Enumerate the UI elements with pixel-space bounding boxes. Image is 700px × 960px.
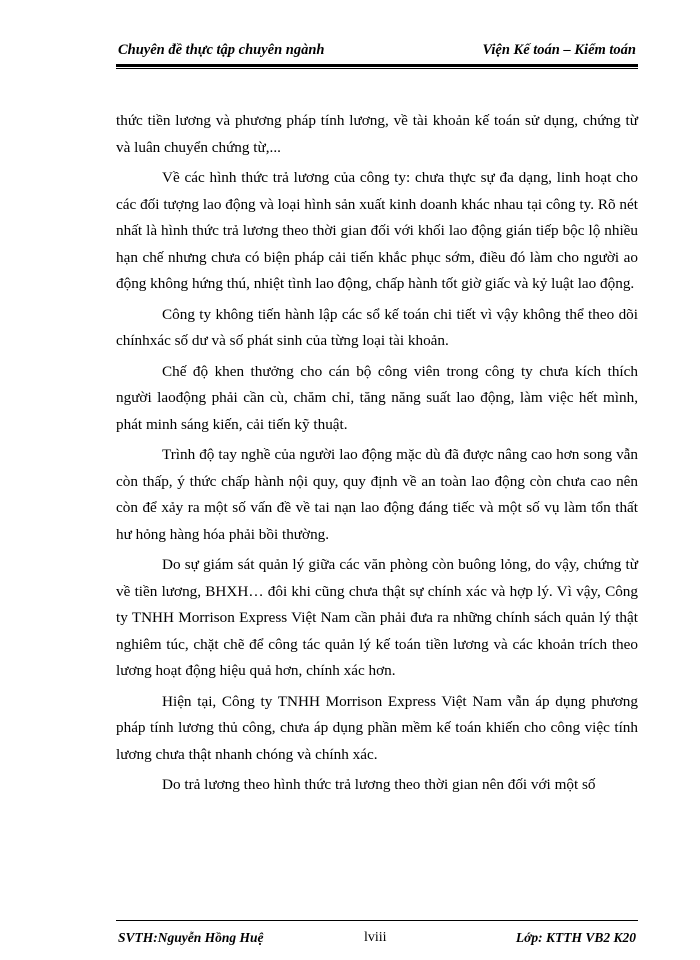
footer-student: SVTH:Nguyễn Hồng Huệ (118, 930, 264, 945)
paragraph: Công ty không tiến hành lập các sổ kế toán chi tiết vì vậy không thể theo dõi chínhxác số dư và số phát sinh của từng loại tài khoản. (116, 305, 638, 349)
paragraph: Chế độ khen thưởng cho cán bộ công viên trong công ty chưa kích thích người laođộng phải cần cù, chăm chỉ, tăng năng suất lao động, làm việc hết mình, phát minh sáng kiến, cải tiến kỹ thuật. (116, 362, 638, 433)
paragraph: Do trả lương theo hình thức trả lương theo thời gian nên đối với một số (162, 776, 596, 793)
footer-class: Lớp: KTTH VB2 K20 (515, 930, 636, 945)
paragraph: Trình độ tay nghề của người lao động mặc dù đã được nâng cao hơn song vẫn còn thấp, ý thức chấp hành nội quy, quy định về an toàn lao động còn chưa cao nên còn để xảy ra một số vấn đề về tai nạn lao động đáng tiếc và một số vụ làm tổn thất hư hỏng hàng hóa phải bồi thường. (116, 446, 638, 543)
page-header (116, 38, 636, 64)
header-institute: Viện Kế toán – Kiểm toán (482, 42, 636, 58)
paragraph: Hiện tại, Công ty TNHH Morrison Express Việt Nam vẫn áp dụng phương pháp tính lương thủ công, chưa áp dụng phần mềm kế toán khiến cho công việc tính lương chưa thật nhanh chóng và chính xác. (116, 692, 638, 763)
page-number: lviii (364, 930, 387, 945)
header-rule (116, 64, 638, 67)
footer-rule (116, 920, 638, 921)
page-footer (116, 930, 638, 950)
paragraph: Do sự giám sát quản lý giữa các văn phòng còn buông lỏng, do vậy, chứng từ về tiền lương, BHXH… đôi khi cũng chưa thật sự chính xác và hợp lý. Vì vậy, Công ty TNHH Morrison Express Việt Nam cần phải đưa ra những chính sách quản lý thật nghiêm túc, chặt chẽ để công tác quản lý kế toán tiền lương và các khoản trích theo lương hoạt động hiệu quả hơn, chính xác hơn. (116, 556, 638, 679)
header-course-title: Chuyên đề thực tập chuyên ngành (118, 42, 325, 58)
document-body (116, 108, 638, 799)
paragraph-continued: thức tiền lương và phương pháp tính lương, về tài khoản kế toán sử dụng, chứng từ và luân chuyển chứng từ,... (116, 112, 638, 156)
paragraph: Về các hình thức trả lương của công ty: chưa thực sự đa dạng, linh hoạt cho các đối tượng lao động và loại hình sản xuất kinh doanh khác nhau tại công ty. Rõ nét nhất là hình thức trả lương theo thời gian đối với khối lao động gián tiếp bộc lộ nhiều hạn chế nhưng chưa có biện pháp cải tiến khắc phục sớm, điều đó làm cho người ao động không hứng thú, nhiệt tình lao động, chấp hành tốt giờ giấc và kỷ luật lao động. (116, 169, 638, 292)
